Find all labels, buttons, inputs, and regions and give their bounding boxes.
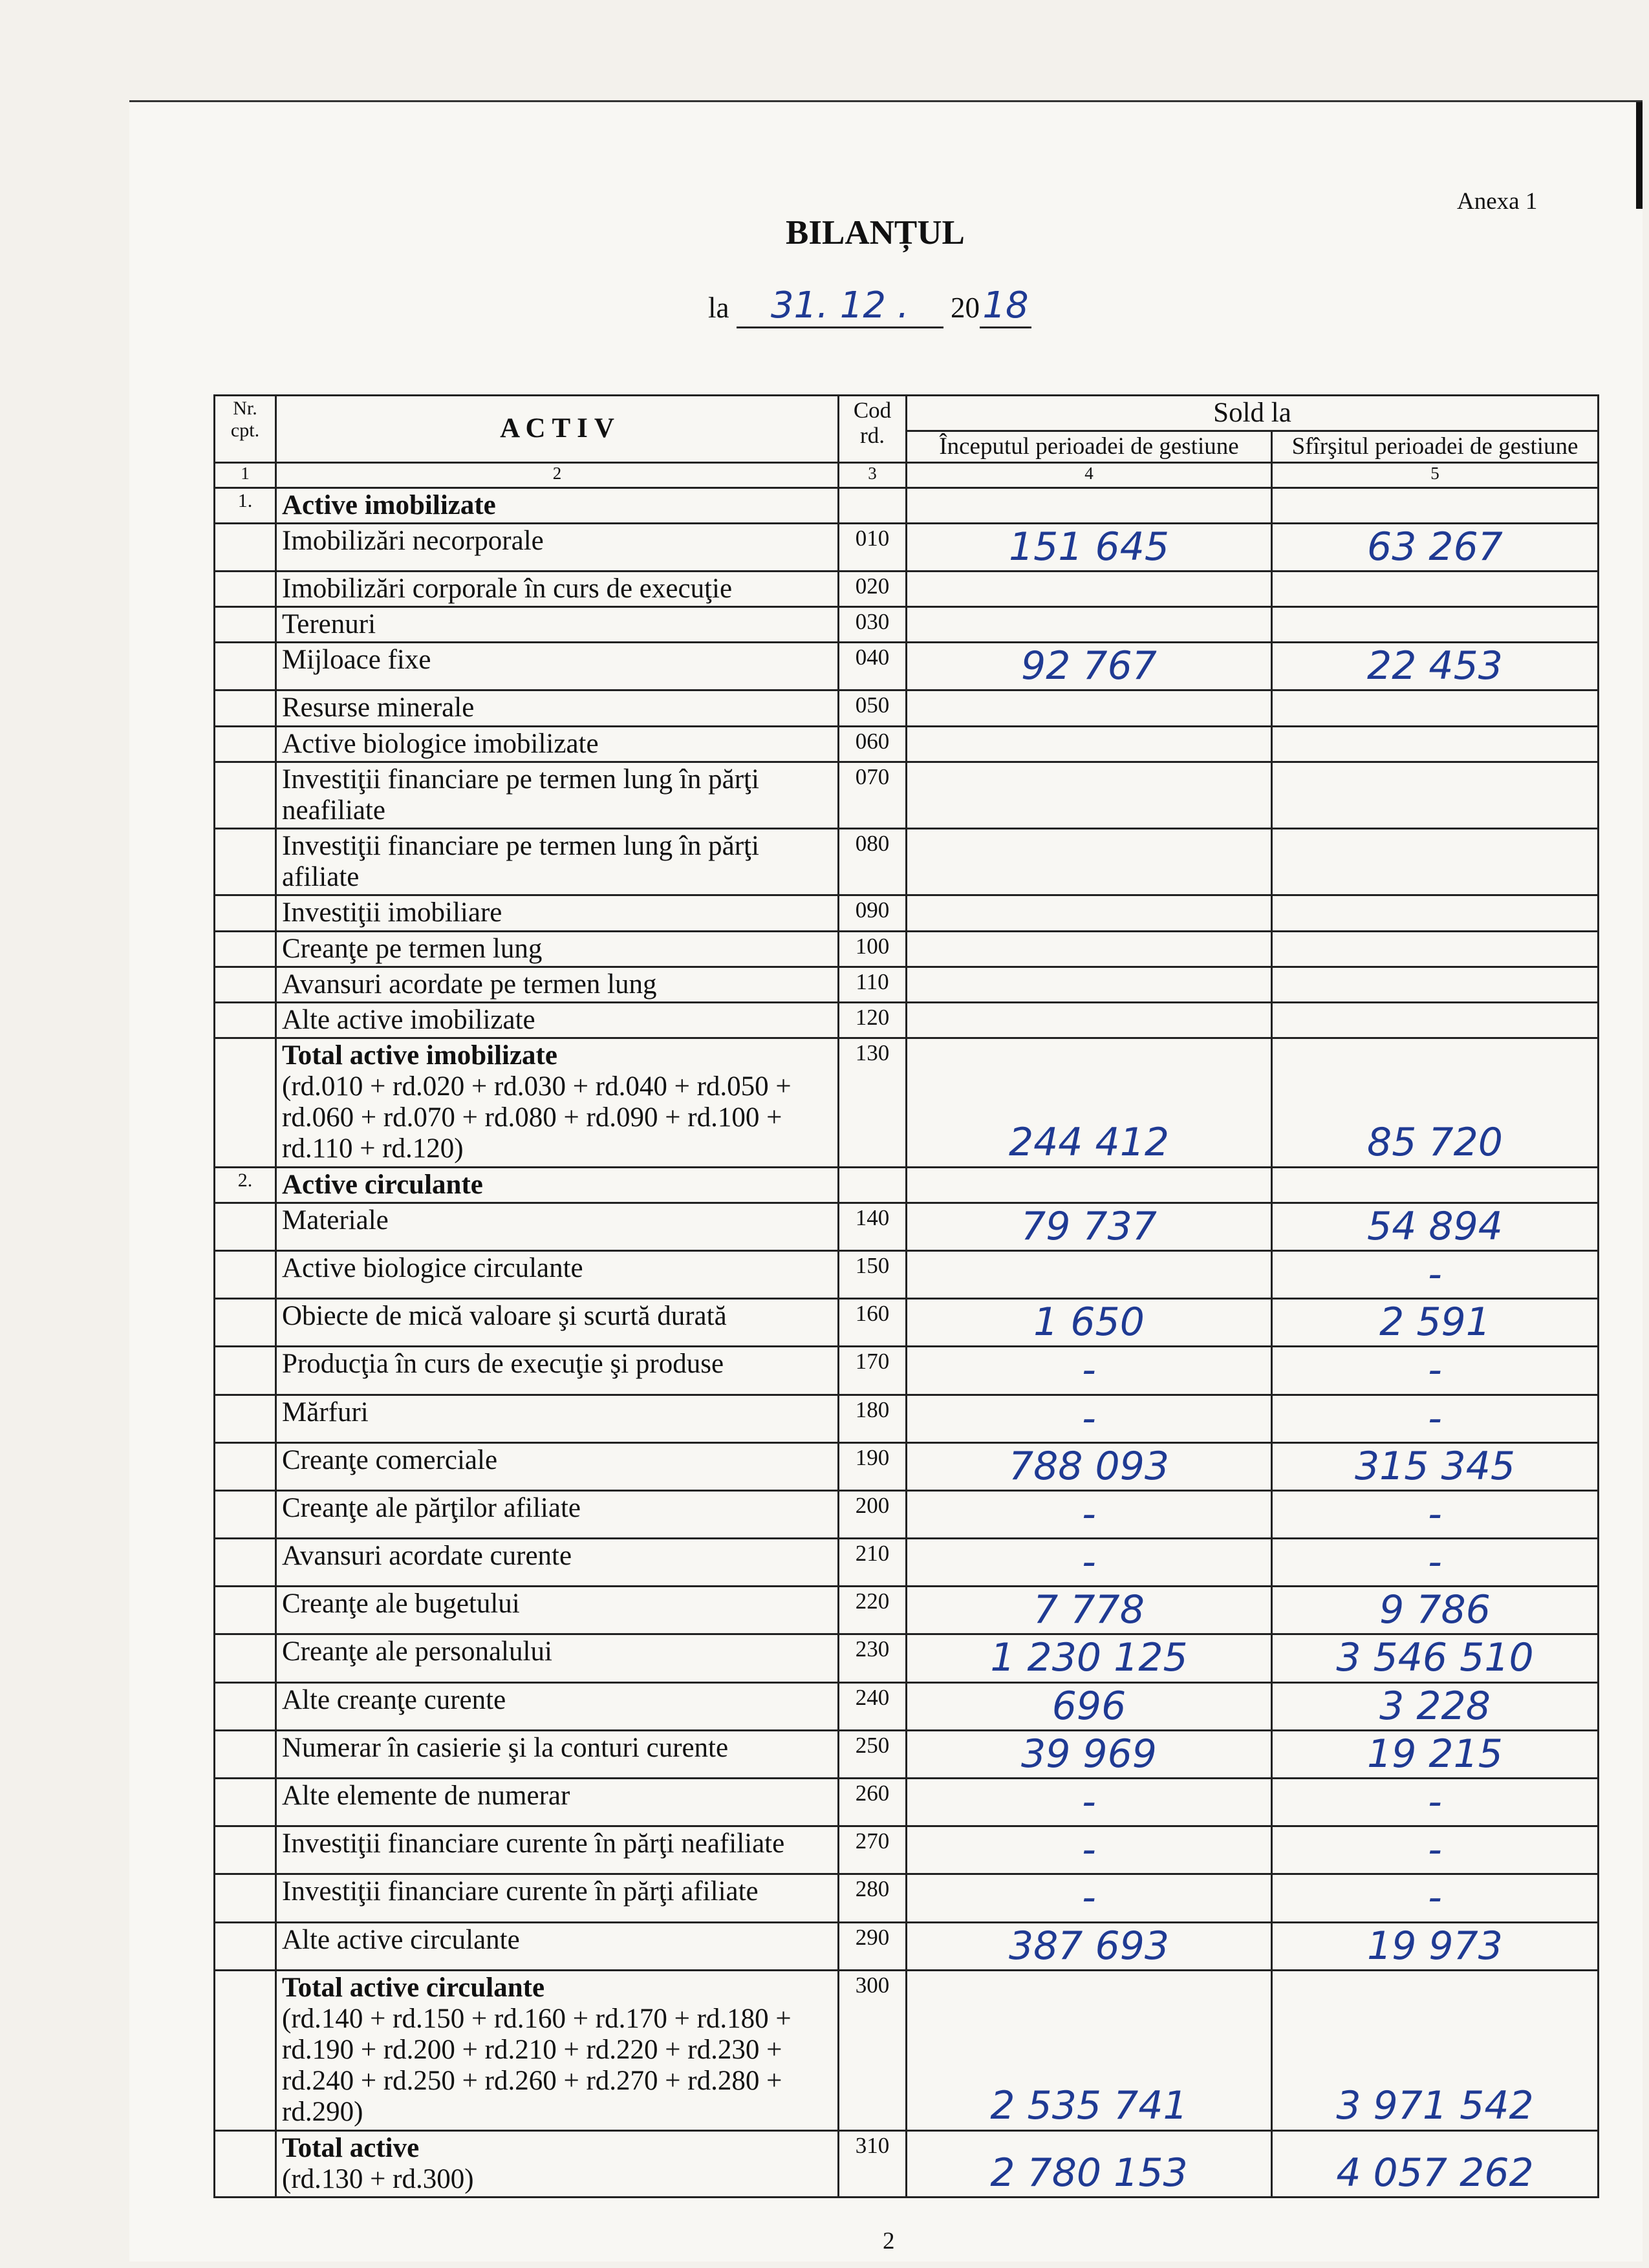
- row-label: Creanţe ale personalului: [276, 1634, 839, 1682]
- table-row: [215, 1299, 1599, 1347]
- row-number: [215, 1250, 276, 1298]
- table-row: [215, 571, 1599, 606]
- row-code: 220: [839, 1587, 907, 1634]
- value-end-period: [1272, 895, 1599, 931]
- total-formula: (rd.130 + rd.300): [282, 2163, 474, 2194]
- row-label: Mijloace fixe: [276, 643, 839, 690]
- row-code: [839, 1167, 907, 1203]
- table-row: [215, 643, 1599, 690]
- value-end-period: -: [1272, 1779, 1599, 1826]
- row-code: 260: [839, 1779, 907, 1826]
- value-start-period: [907, 607, 1272, 643]
- table-row: [215, 1634, 1599, 1682]
- table-row: [215, 2130, 1599, 2197]
- row-label: Active biologice circulante: [276, 1250, 839, 1298]
- value-start-period: -: [907, 1539, 1272, 1587]
- row-code: 100: [839, 931, 907, 967]
- row-label: Avansuri acordate pe termen lung: [276, 967, 839, 1002]
- column-number: 3: [839, 462, 907, 487]
- row-code: 130: [839, 1038, 907, 1168]
- row-code: 010: [839, 523, 907, 571]
- table-row: [215, 1779, 1599, 1826]
- row-label: Creanţe ale bugetului: [276, 1587, 839, 1634]
- header-sold: Sold la: [907, 396, 1599, 431]
- row-code: 290: [839, 1922, 907, 1970]
- value-end-period: [1272, 1167, 1599, 1203]
- row-number: [215, 931, 276, 967]
- row-number: [215, 1347, 276, 1395]
- value-start-period: [907, 1250, 1272, 1298]
- value-end-period: [1272, 931, 1599, 967]
- row-label: Alte creanţe curente: [276, 1682, 839, 1730]
- row-number: [215, 1038, 276, 1168]
- value-start-period: [907, 1002, 1272, 1038]
- row-label: Alte active imobilizate: [276, 1002, 839, 1038]
- row-number: [215, 1587, 276, 1634]
- value-start-period: [907, 931, 1272, 967]
- row-label: Investiţii financiare pe termen lung în părţi neafiliate: [276, 762, 839, 828]
- row-number: [215, 1634, 276, 1682]
- row-number: [215, 523, 276, 571]
- row-code: 300: [839, 1970, 907, 2130]
- row-label: Alte elemente de numerar: [276, 1779, 839, 1826]
- row-number: [215, 762, 276, 828]
- value-end-period: [1272, 967, 1599, 1002]
- value-start-period: 7 778: [907, 1587, 1272, 1634]
- document-title: BILANȚUL: [786, 214, 965, 251]
- table-row: [215, 1682, 1599, 1730]
- row-label: Creanţe pe termen lung: [276, 931, 839, 967]
- value-end-period: 22 453: [1272, 643, 1599, 690]
- table-row: [215, 1002, 1599, 1038]
- column-number: 5: [1272, 462, 1599, 487]
- table-row: [215, 1167, 1599, 1203]
- row-number: [215, 1299, 276, 1347]
- value-start-period: [907, 690, 1272, 726]
- row-number: [215, 829, 276, 895]
- value-start-period: 696: [907, 1682, 1272, 1730]
- value-start-period: [907, 726, 1272, 762]
- row-number: [215, 967, 276, 1002]
- value-end-period: [1272, 487, 1599, 523]
- value-start-period: 387 693: [907, 1922, 1272, 1970]
- header-cod: Cod rd.: [839, 396, 907, 463]
- row-number: 1.: [215, 487, 276, 523]
- row-label: Investiţii financiare curente în părţi afiliate: [276, 1874, 839, 1922]
- table-row: [215, 1250, 1599, 1298]
- total-label: Total active circulante: [282, 1972, 545, 2003]
- table-row: [215, 1490, 1599, 1538]
- table-row: [215, 1922, 1599, 1970]
- row-number: [215, 895, 276, 931]
- row-number: [215, 643, 276, 690]
- value-start-period: 1 650: [907, 1299, 1272, 1347]
- row-number: [215, 690, 276, 726]
- column-number: 2: [276, 462, 839, 487]
- row-number: [215, 1490, 276, 1538]
- value-start-period: -: [907, 1874, 1272, 1922]
- value-end-period: [1272, 607, 1599, 643]
- row-code: 210: [839, 1539, 907, 1587]
- value-end-period: 54 894: [1272, 1203, 1599, 1250]
- value-end-period: 3 546 510: [1272, 1634, 1599, 1682]
- value-end-period: [1272, 726, 1599, 762]
- value-end-period: -: [1272, 1490, 1599, 1538]
- table-row: [215, 1442, 1599, 1490]
- value-end-period: -: [1272, 1395, 1599, 1442]
- value-start-period: 79 737: [907, 1203, 1272, 1250]
- row-number: [215, 1682, 276, 1730]
- table-row: [215, 1539, 1599, 1587]
- value-start-period: [907, 762, 1272, 828]
- row-code: 060: [839, 726, 907, 762]
- row-code: 020: [839, 571, 907, 606]
- page-number: 2: [883, 2228, 895, 2254]
- value-start-period: 39 969: [907, 1730, 1272, 1778]
- row-label: Creanţe comerciale: [276, 1442, 839, 1490]
- row-code: 190: [839, 1442, 907, 1490]
- row-code: 080: [839, 829, 907, 895]
- table-row: [215, 1395, 1599, 1442]
- row-code: 180: [839, 1395, 907, 1442]
- header-end-period: Sfîrşitul perioadei de gestiune: [1272, 431, 1599, 462]
- value-end-period: -: [1272, 1347, 1599, 1395]
- row-label: Numerar în casierie şi la conturi curente: [276, 1730, 839, 1778]
- header-activ: A C T I V: [276, 396, 839, 463]
- value-start-period: 2 535 741: [907, 1970, 1272, 2130]
- table-row: [215, 1038, 1599, 1168]
- value-end-period: -: [1272, 1250, 1599, 1298]
- row-label: Obiecte de mică valoare şi scurtă durată: [276, 1299, 839, 1347]
- row-label: Mărfuri: [276, 1395, 839, 1442]
- value-start-period: 2 780 153: [907, 2130, 1272, 2197]
- value-start-period: -: [907, 1826, 1272, 1874]
- value-end-period: 4 057 262: [1272, 2130, 1599, 2197]
- row-code: 200: [839, 1490, 907, 1538]
- table-row: [215, 1970, 1599, 2130]
- balance-date: [708, 284, 1031, 328]
- row-label: Active circulante: [276, 1167, 839, 1203]
- row-code: 070: [839, 762, 907, 828]
- row-label: Alte active circulante: [276, 1922, 839, 1970]
- row-label: Imobilizări corporale în curs de execuţie: [276, 571, 839, 606]
- value-end-period: 2 591: [1272, 1299, 1599, 1347]
- table-row: [215, 1587, 1599, 1634]
- value-end-period: [1272, 762, 1599, 828]
- value-start-period: 151 645: [907, 523, 1272, 571]
- row-code: 120: [839, 1002, 907, 1038]
- value-end-period: 63 267: [1272, 523, 1599, 571]
- row-number: [215, 571, 276, 606]
- header-start-period: Începutul perioadei de gestiune: [907, 431, 1272, 462]
- value-end-period: [1272, 690, 1599, 726]
- table-row: [215, 1874, 1599, 1922]
- row-number: [215, 1395, 276, 1442]
- value-start-period: 1 230 125: [907, 1634, 1272, 1682]
- total-label: Total active: [282, 2132, 420, 2163]
- value-start-period: [907, 895, 1272, 931]
- row-number: [215, 1779, 276, 1826]
- value-end-period: -: [1272, 1539, 1599, 1587]
- value-start-period: -: [907, 1347, 1272, 1395]
- row-number: [215, 2130, 276, 2197]
- table-row: [215, 967, 1599, 1002]
- row-number: [215, 1874, 276, 1922]
- value-end-period: 9 786: [1272, 1587, 1599, 1634]
- table-row: [215, 1826, 1599, 1874]
- date-year-suffix: 18: [982, 284, 1029, 326]
- row-number: [215, 1826, 276, 1874]
- value-start-period: [907, 829, 1272, 895]
- annex-label: Anexa 1: [1457, 188, 1538, 215]
- table-row: [215, 829, 1599, 895]
- row-label: Materiale: [276, 1203, 839, 1250]
- row-code: 040: [839, 643, 907, 690]
- row-code: 150: [839, 1250, 907, 1298]
- row-number: [215, 1730, 276, 1778]
- header-nr: Nr. cpt.: [215, 396, 276, 463]
- row-label: Investiţii imobiliare: [276, 895, 839, 931]
- table-row: [215, 1730, 1599, 1778]
- row-code: 270: [839, 1826, 907, 1874]
- value-end-period: [1272, 571, 1599, 606]
- value-end-period: -: [1272, 1826, 1599, 1874]
- table-row: [215, 690, 1599, 726]
- date-year-prefix: 20: [950, 292, 980, 324]
- table-row: [215, 607, 1599, 643]
- row-label: Avansuri acordate curente: [276, 1539, 839, 1587]
- row-number: [215, 1002, 276, 1038]
- total-formula: (rd.010 + rd.020 + rd.030 + rd.040 + rd.050 + rd.060 + rd.070 + rd.080 + rd.090 + rd.100 + rd.110 + rd.120): [282, 1071, 792, 1164]
- row-code: 170: [839, 1347, 907, 1395]
- row-code: 030: [839, 607, 907, 643]
- value-start-period: -: [907, 1779, 1272, 1826]
- table-row: [215, 1347, 1599, 1395]
- row-code: 050: [839, 690, 907, 726]
- scan-edge-mark: [1636, 102, 1643, 209]
- row-code: 160: [839, 1299, 907, 1347]
- balance-sheet-table: [213, 394, 1599, 2198]
- row-code: [839, 487, 907, 523]
- column-number: 4: [907, 462, 1272, 487]
- table-row: [215, 523, 1599, 571]
- total-label: Total active imobilizate: [282, 1040, 557, 1071]
- table-row: [215, 931, 1599, 967]
- value-start-period: 244 412: [907, 1038, 1272, 1168]
- row-code: 090: [839, 895, 907, 931]
- table-row: [215, 726, 1599, 762]
- value-start-period: 788 093: [907, 1442, 1272, 1490]
- row-code: 230: [839, 1634, 907, 1682]
- date-prefix: la: [708, 292, 729, 324]
- row-number: [215, 1922, 276, 1970]
- row-number: [215, 1442, 276, 1490]
- table-row: [215, 895, 1599, 931]
- row-code: 240: [839, 1682, 907, 1730]
- row-label: Active imobilizate: [276, 487, 839, 523]
- value-end-period: 3 971 542: [1272, 1970, 1599, 2130]
- row-label: Active biologice imobilizate: [276, 726, 839, 762]
- row-label: Imobilizări necorporale: [276, 523, 839, 571]
- table-row: [215, 1203, 1599, 1250]
- value-end-period: [1272, 829, 1599, 895]
- row-number: [215, 1970, 276, 2130]
- value-start-period: 92 767: [907, 643, 1272, 690]
- value-start-period: -: [907, 1395, 1272, 1442]
- row-number: [215, 726, 276, 762]
- row-code: 140: [839, 1203, 907, 1250]
- value-start-period: [907, 1167, 1272, 1203]
- row-label: Investiţii financiare pe termen lung în părţi afiliate: [276, 829, 839, 895]
- value-start-period: [907, 967, 1272, 1002]
- row-label: Creanţe ale părţilor afiliate: [276, 1490, 839, 1538]
- row-code: 110: [839, 967, 907, 1002]
- row-label: Producţia în curs de execuţie şi produse: [276, 1347, 839, 1395]
- row-label: Resurse minerale: [276, 690, 839, 726]
- row-number: [215, 1539, 276, 1587]
- row-label: [276, 2130, 839, 2197]
- total-formula: (rd.140 + rd.150 + rd.160 + rd.170 + rd.180 + rd.190 + rd.200 + rd.210 + rd.220 + rd.230 + rd.240 + rd.250 + rd.260 + rd.270 + rd.280 + rd.290): [282, 2003, 792, 2128]
- row-number: [215, 1203, 276, 1250]
- row-label: Investiţii financiare curente în părţi neafiliate: [276, 1826, 839, 1874]
- value-start-period: [907, 571, 1272, 606]
- value-end-period: [1272, 1002, 1599, 1038]
- row-number: 2.: [215, 1167, 276, 1203]
- row-code: 280: [839, 1874, 907, 1922]
- row-label: Terenuri: [276, 607, 839, 643]
- value-end-period: 19 973: [1272, 1922, 1599, 1970]
- column-number: 1: [215, 462, 276, 487]
- value-start-period: -: [907, 1490, 1272, 1538]
- row-number: [215, 607, 276, 643]
- value-end-period: 19 215: [1272, 1730, 1599, 1778]
- table-row: [215, 487, 1599, 523]
- value-end-period: 315 345: [1272, 1442, 1599, 1490]
- row-label: [276, 1038, 839, 1168]
- value-end-period: 3 228: [1272, 1682, 1599, 1730]
- value-end-period: -: [1272, 1874, 1599, 1922]
- date-day-month: 31. 12 .: [770, 284, 909, 326]
- value-end-period: 85 720: [1272, 1038, 1599, 1168]
- row-code: 250: [839, 1730, 907, 1778]
- value-start-period: [907, 487, 1272, 523]
- row-code: 310: [839, 2130, 907, 2197]
- table-row: [215, 762, 1599, 828]
- row-label: [276, 1970, 839, 2130]
